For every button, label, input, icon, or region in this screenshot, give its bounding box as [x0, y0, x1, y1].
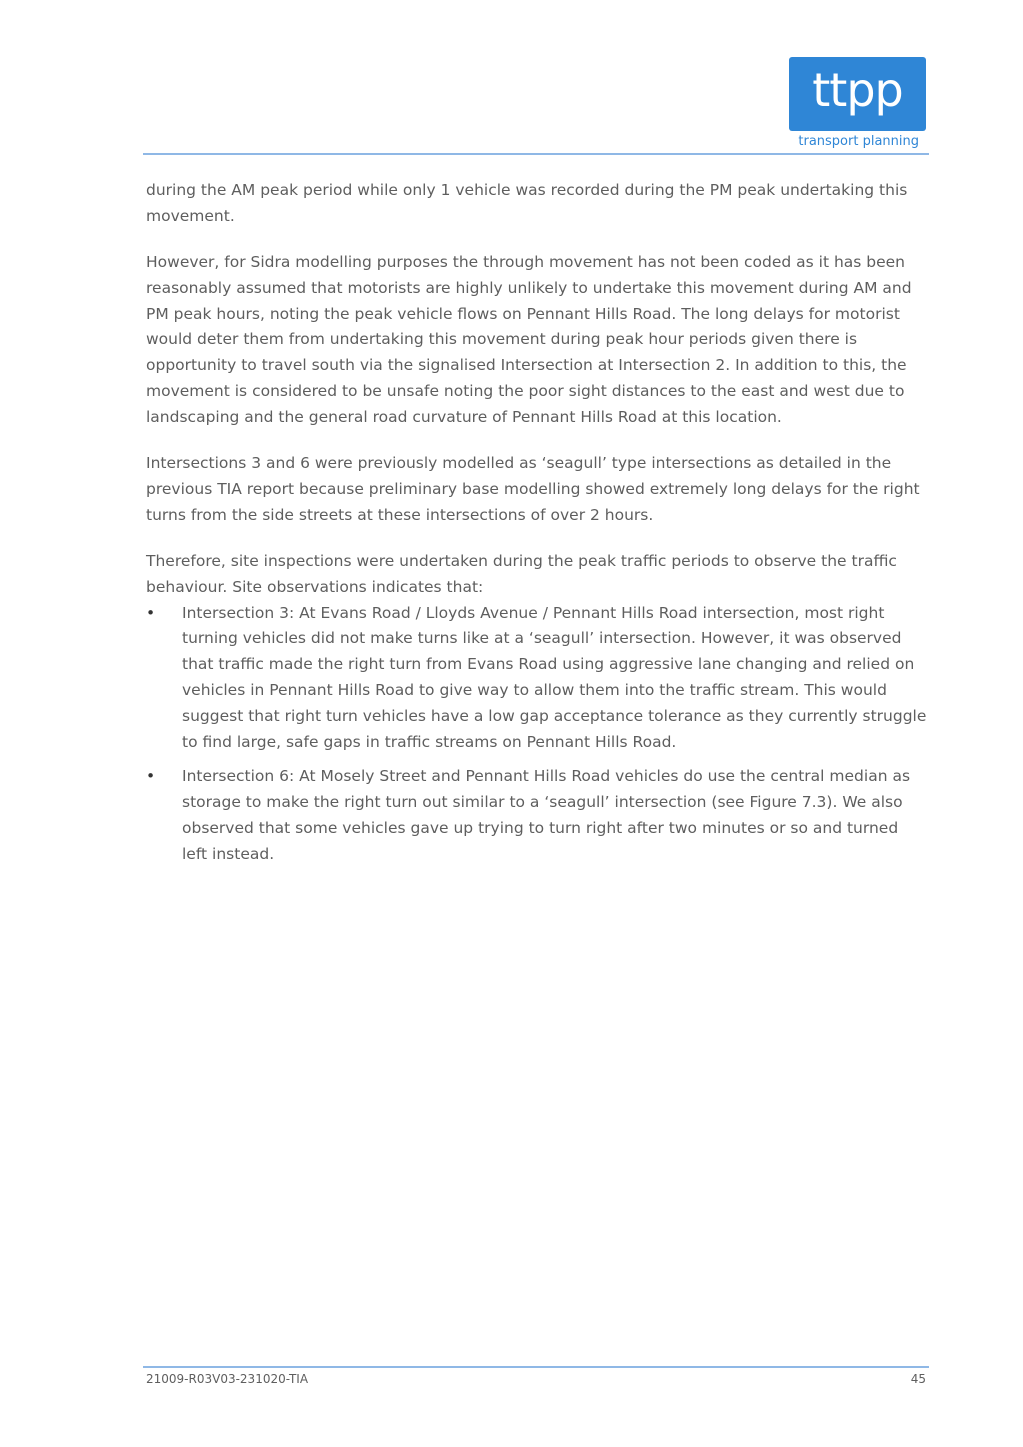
company-logo — [789, 57, 926, 152]
page-body — [146, 178, 928, 877]
observation-list — [146, 601, 928, 868]
logo-box — [789, 57, 926, 131]
paragraph-4: Therefore, site inspections were undertaken during the peak traffic periods to observe the traffic behaviour. Site observations indicates that: — [146, 552, 897, 596]
logo-tagline: transport planning — [798, 134, 919, 149]
list-item — [146, 764, 928, 867]
paragraph-3: Intersections 3 and 6 were previously modelled as ‘seagull’ type intersections as detailed in the previous TIA report because preliminary base modelling showed extremely long delays for the right turns from the side streets at these intersections of over 2 hours. — [146, 454, 920, 524]
footer-divider — [143, 1366, 929, 1368]
bullet-icon: • — [146, 603, 156, 622]
bullet-icon: • — [146, 767, 156, 786]
list-item — [146, 601, 928, 756]
document-reference: 21009-R03V03-231020-TIA — [146, 1372, 309, 1386]
logo-wordmark: ttpp — [812, 63, 903, 117]
paragraph-1: during the AM peak period while only 1 vehicle was recorded during the PM peak undertaking this movement. — [146, 181, 908, 225]
page-number: 45 — [910, 1372, 926, 1386]
paragraph-2: However, for Sidra modelling purposes the through movement has not been coded as it has been reasonably assumed that motorists are highly unlikely to undertake this movement during AM and PM peak hours, noting the peak vehicle flows on Pennant Hills Road. The long delays for motorist would deter them from undertaking this movement during peak hour periods given there is opportunity to travel south via the signalised Intersection at Intersection 2. In addition to this, the movement is considered to be unsafe noting the poor sight distances to the east and west due to landscaping and the general road curvature of Pennant Hills Road at this location. — [146, 253, 912, 426]
header-divider — [143, 153, 929, 155]
list-item-text: Intersection 6: At Mosely Street and Pennant Hills Road vehicles do use the central median as storage to make the right turn out similar to a ‘seagull’ intersection (see Figure 7.3). We also observed that some vehicles gave up trying to turn right after two minutes or so and turned left instead. — [182, 767, 911, 863]
list-item-text: Intersection 3: At Evans Road / Lloyds Avenue / Pennant Hills Road intersection, most right turning vehicles did not make turns like at a ‘seagull’ intersection. However, it was observed that traffic made the right turn from Evans Road using aggressive lane changing and relied on vehicles in Pennant Hills Road to give way to allow them into the traffic stream. This would suggest that right turn vehicles have a low gap acceptance tolerance as they currently struggle to find large, safe gaps in traffic streams on Pennant Hills Road. — [182, 603, 927, 751]
